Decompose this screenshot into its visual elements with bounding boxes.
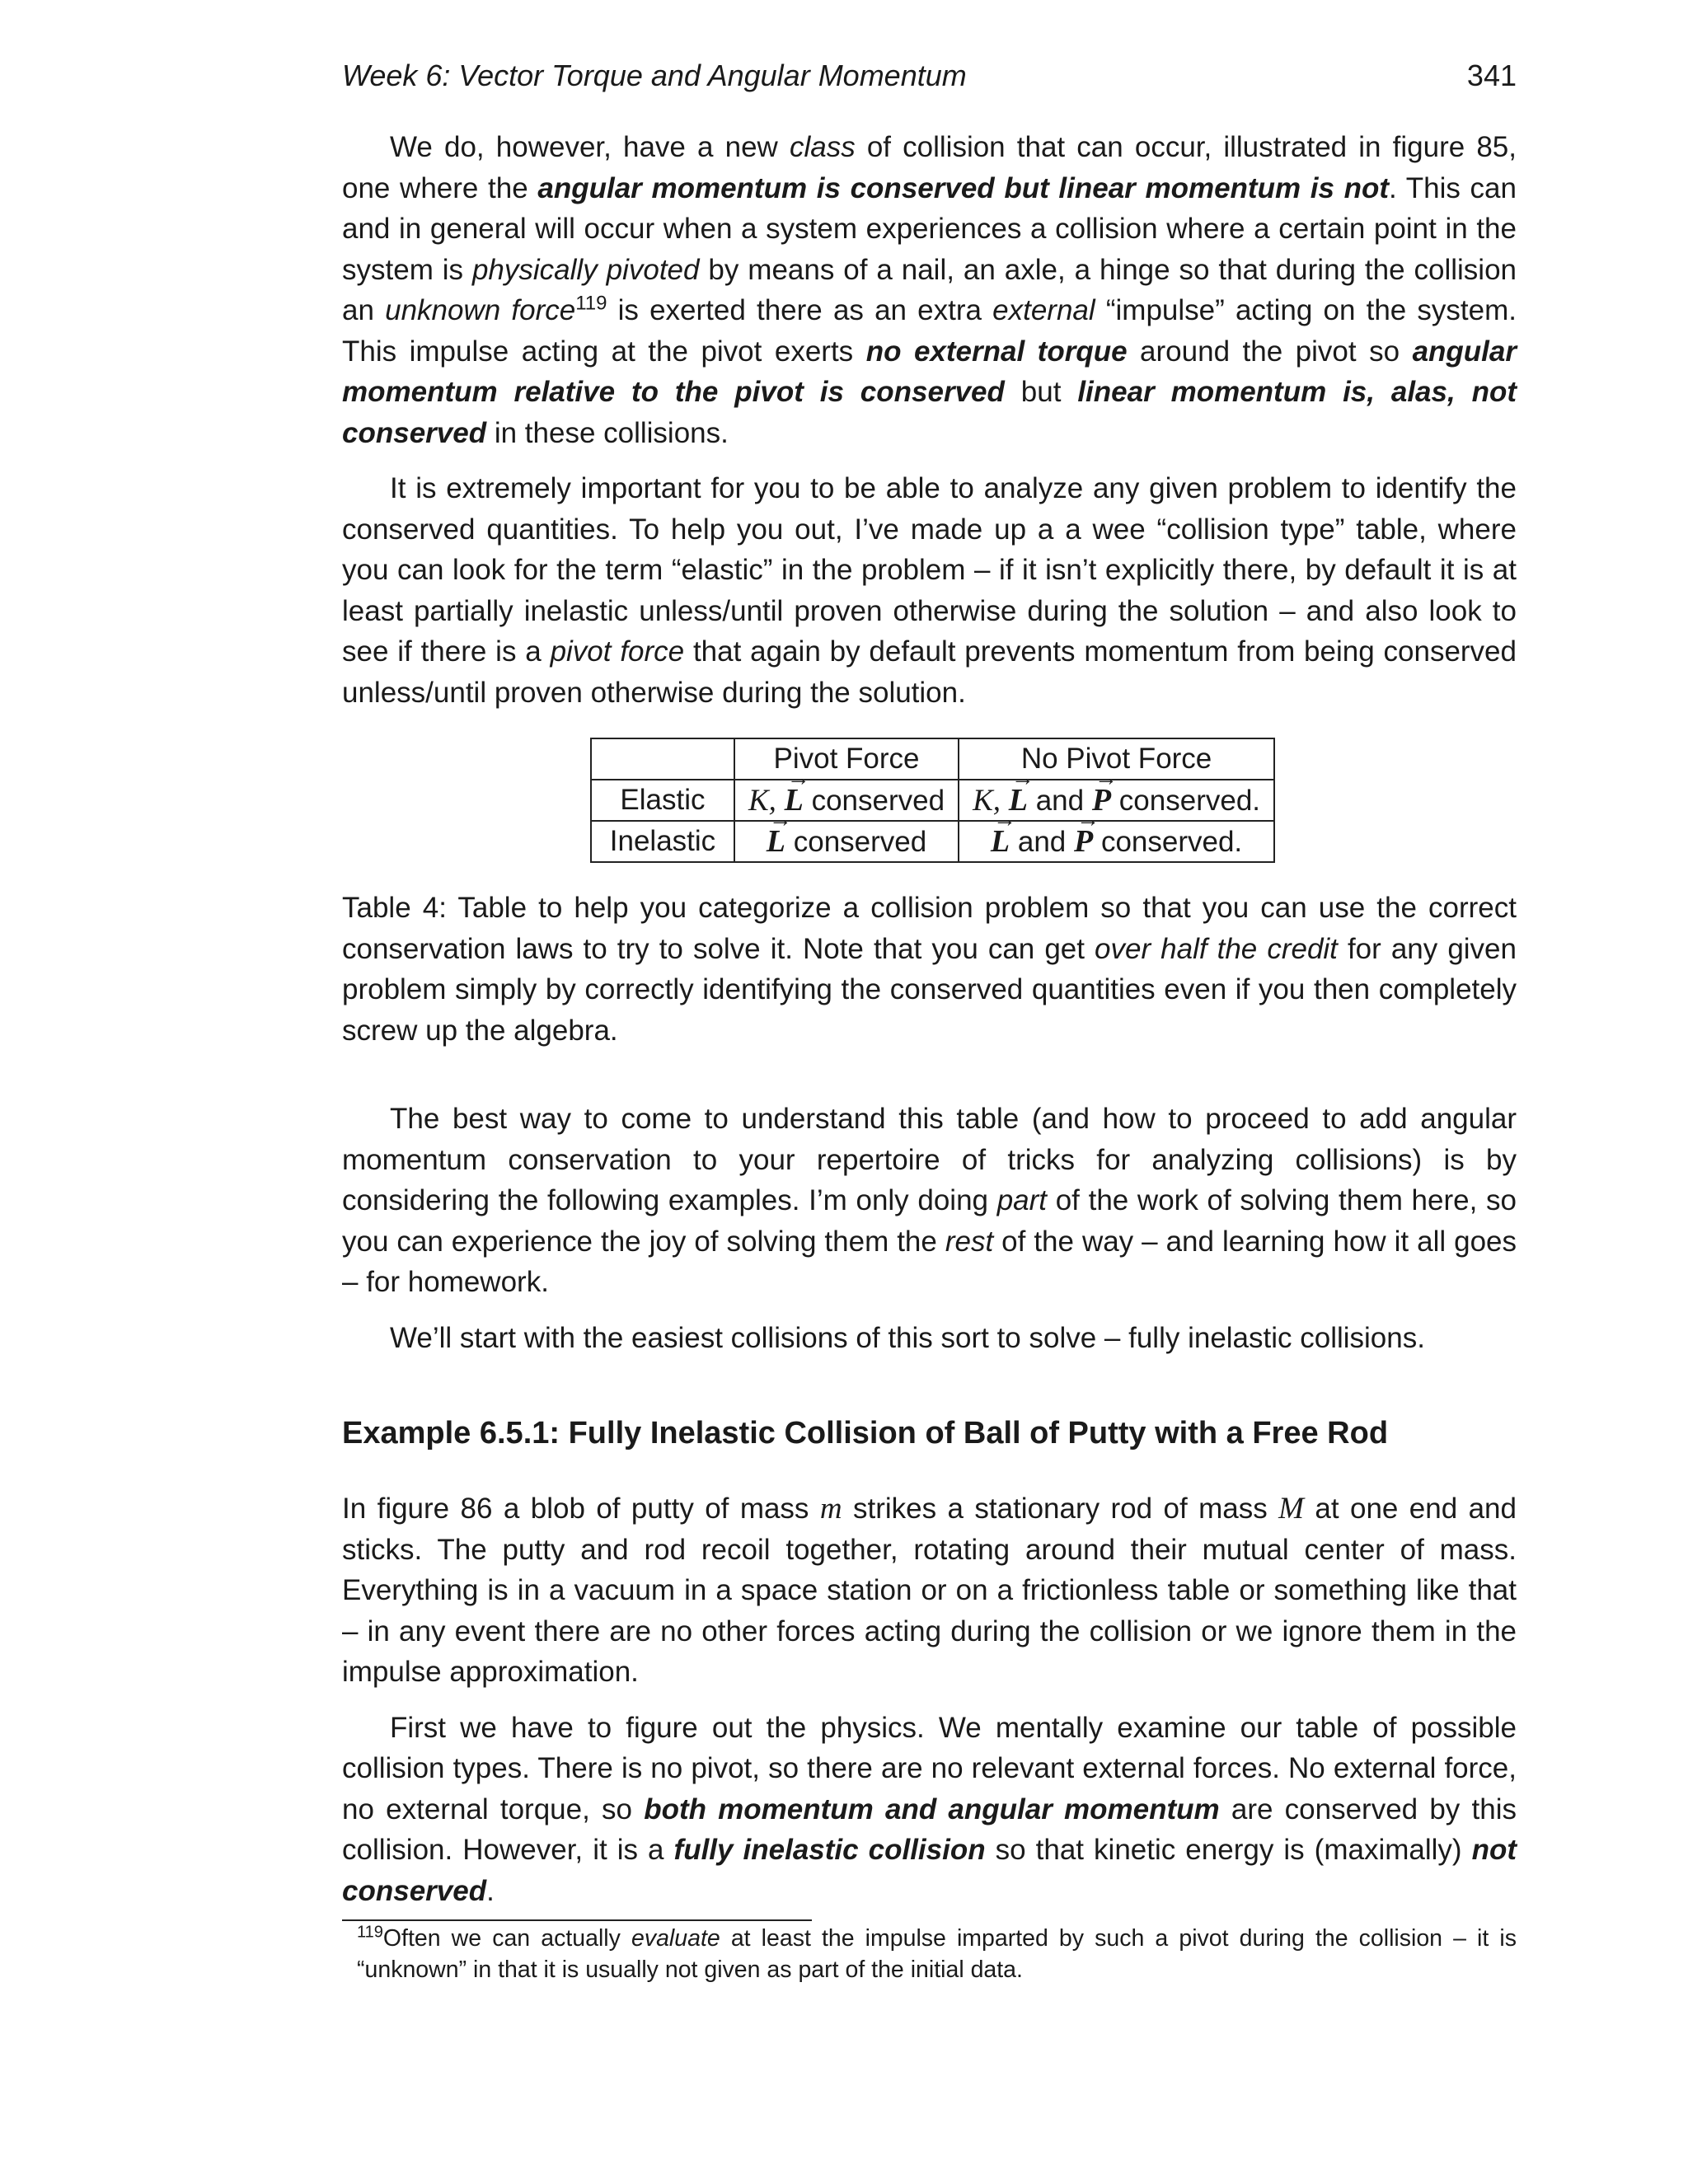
table-row: [591, 821, 1274, 862]
table-header-no-pivot: No Pivot Force: [959, 738, 1274, 780]
page: [342, 58, 1517, 1985]
paragraph-putty-setup: In figure 86 a blob of putty of mass m strikes a stationary rod of mass M at one end and sticks. The putty and rod recoil together, rotating around their mutual center of mass. Everything is in a vacuum in a space station or on a frictionless table or something like that – in any event there are no other forces acting during the collision or we ignore them in the impulse approximation.: [342, 1492, 1517, 1688]
table-row: [591, 780, 1274, 821]
table-row-label: Elastic: [591, 780, 734, 821]
table-cell: → L and → P conserved.: [959, 821, 1274, 862]
footnote-rule: [342, 1919, 812, 1921]
paragraph-inelastic-start: We’ll start with the easiest collisions of this sort to solve – fully inelastic collisions.: [390, 1321, 1425, 1354]
table-cell: K, → L and → P conserved.: [959, 780, 1274, 821]
paragraph-examples-intro: The best way to come to understand this table (and how to proceed to add angular momentum conservation to your repertoire of tricks for analyzing collisions) is by considering the following examples. I’m only doing part of the work of solving them here, so you can experience the joy of solving them the rest of the way – and learning how it all goes – for homework.: [342, 1103, 1517, 1298]
table-header-pivot: Pivot Force: [734, 738, 959, 780]
table-corner-cell: [591, 738, 734, 780]
footnote-marker: 119: [575, 292, 607, 315]
running-head-title: Week 6: Vector Torque and Angular Momentum: [342, 59, 967, 92]
table-cell: → L conserved: [734, 821, 959, 862]
table-cell: K, → L conserved: [734, 780, 959, 821]
page-number: 341: [1466, 59, 1517, 92]
table-row-label: Inelastic: [591, 821, 734, 862]
example-title: Example 6.5.1: Fully Inelastic Collision of Ball of Putty with a Free Rod: [342, 1416, 1389, 1451]
paragraph-collision-table-intro: It is extremely important for you to be able to analyze any given problem to identify the conserved quantities. To help you out, I’ve made up a a wee “collision type” table, where you can look for the term “elastic” in the problem – if it isn’t explicitly there, by default it is at least partially inelastic unless/until proven otherwise during the solution – and also look to see if there is a pivot force that again by default prevents momentum from being conserved unless/until proven otherwise during the solution.: [342, 472, 1517, 709]
footnote-number: 119: [357, 1923, 383, 1942]
paragraph-new-collision-class: We do, however, have a new class of collision that can occur, illustrated in figure 85, one where the angular momentum is conserved but linear momentum is not. This can and in general will occur when a system experiences a collision where a certain point in the system is physically pivoted by means of a nail, an axle, a hinge so that during the collision an unknown force$^{119}$ is exerted there as an extra external “impulse” acting on the system. This impulse acting at the pivot exerts no external torque around the pivot so angular momentum relative to the pivot is conserved but linear momentum is, alas, not conserved in these collisions.: [342, 131, 1517, 449]
table-header-row: [591, 738, 1274, 780]
collision-type-table-wrap: [342, 738, 1517, 863]
table-caption: Table 4: Table to help you categorize a collision problem so that you can use the correct conservation laws to try to solve it. Note that you can get over half the credit for any given problem simply by correctly identifying the conserved quantities even if you then completely screw up the algebra.: [342, 892, 1517, 1047]
footnote: $^{119}$Often we can actually evaluate at least the impulse imparted by such a pivot during the collision – it is “unknown” in that it is usually not given as part of the initial data.: [357, 1923, 1517, 1983]
collision-type-table: [590, 738, 1275, 863]
paragraph-physics: First we have to figure out the physics. We mentally examine our table of possible collision types. There is no pivot, so there are no relevant external forces. No external force, no external torque, so both momentum and angular momentum are conserved by this collision. However, it is a fully inelastic collision so that kinetic energy is (maximally) not conserved.: [342, 1711, 1517, 1907]
running-head: [342, 58, 1517, 94]
